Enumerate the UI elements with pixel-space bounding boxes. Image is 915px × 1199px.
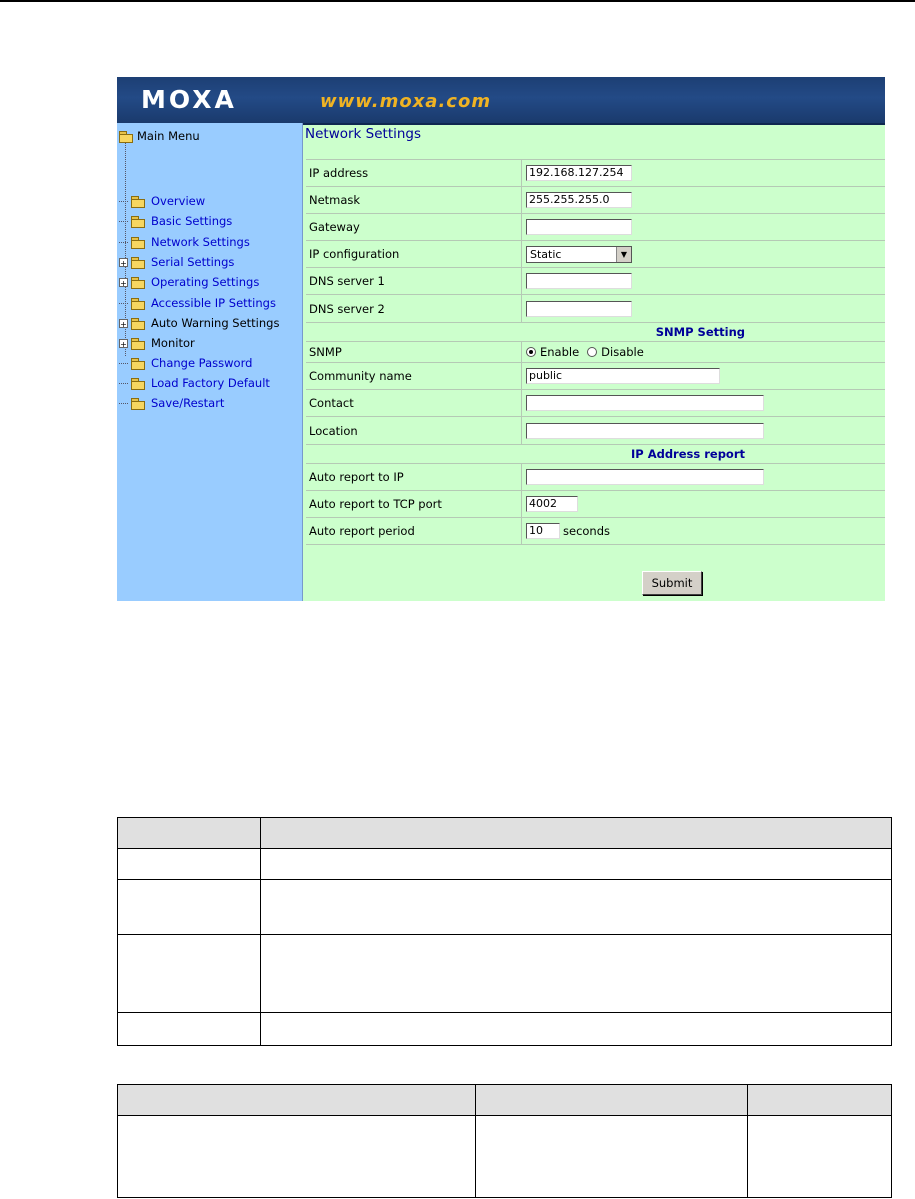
sidebar-item-label: Network Settings [151,235,250,249]
dns1-input[interactable] [526,273,632,289]
sidebar-item-change-password[interactable] [119,354,252,372]
table-cell [118,849,261,880]
tree-branch [119,383,128,384]
settings-table [117,1084,892,1198]
folder-icon [131,216,145,227]
auto-report-port-label: Auto report to TCP port [306,491,522,517]
folder-icon [131,398,145,409]
sidebar-item-network-settings[interactable] [119,233,250,251]
tree-branch [119,242,128,243]
sidebar-item-label: Accessible IP Settings [151,296,276,310]
auto-report-period-unit: seconds [563,524,611,538]
table-cell [476,1116,748,1198]
table-cell [118,880,261,935]
row-auto-report-ip [306,463,885,490]
table-header-cell [476,1085,748,1116]
table-cell [118,935,261,1013]
web-console-screenshot [117,77,885,601]
row-snmp [306,341,885,362]
folder-icon [131,298,145,309]
row-location [306,416,885,444]
sidebar-item-serial-settings[interactable] [119,253,234,271]
expand-icon[interactable]: + [120,319,127,329]
tree-branch [119,403,128,404]
sidebar-root-label: Main Menu [137,129,200,143]
contact-label: Contact [306,390,522,416]
ip-address-input[interactable]: 192.168.127.254 [526,165,632,181]
sidebar-item-save-restart[interactable] [119,394,224,412]
ip-report-section-heading: IP Address report [630,447,745,461]
table-header-cell [118,818,261,849]
table-cell [118,1116,476,1198]
row-netmask [306,186,885,213]
netmask-input[interactable]: 255.255.255.0 [526,192,632,208]
auto-report-ip-input[interactable] [526,469,764,485]
community-name-input[interactable]: public [526,368,720,384]
ip-address-label: IP address [306,160,522,186]
banner-url: www.moxa.com [320,91,492,112]
row-contact [306,389,885,416]
row-snmp-section [306,322,885,341]
snmp-enable-radio[interactable] [526,347,536,357]
folder-icon [131,237,145,248]
snmp-disable-radio[interactable] [587,347,597,357]
sidebar-item-load-factory-default[interactable] [119,374,270,392]
sidebar-item-operating-settings[interactable] [119,273,259,291]
ip-configuration-value: Static [530,247,562,261]
sidebar-item-overview[interactable] [119,192,205,210]
dns2-input[interactable] [526,301,632,317]
dropdown-arrow-icon[interactable]: ▼ [616,247,631,262]
sidebar-item-label: Basic Settings [151,214,233,228]
snmp-label: SNMP [306,342,522,362]
row-dns2 [306,294,885,322]
sidebar-item-basic-settings[interactable] [119,212,232,230]
contact-input[interactable] [526,395,764,411]
ip-configuration-select[interactable] [526,246,632,263]
sidebar-item-auto-warning[interactable] [119,314,279,332]
moxa-logo: MOXA [141,85,237,114]
sidebar-item-label: Overview [151,194,206,208]
row-ip-configuration [306,240,885,267]
tree-branch [119,363,128,364]
folder-icon [131,358,145,369]
tree-branch [119,201,128,202]
header-banner [117,77,885,125]
table-header-cell [261,818,892,849]
sidebar-menu [117,123,303,601]
page-top-rule [0,0,915,2]
expand-icon[interactable]: + [120,258,127,268]
table-cell [261,1013,892,1046]
gateway-label: Gateway [306,214,522,240]
expand-icon[interactable]: + [120,339,127,349]
folder-icon [131,196,145,207]
table-cell [261,880,892,935]
dns1-label: DNS server 1 [306,268,522,294]
sidebar-item-label: Auto Warning Settings [151,316,280,330]
row-auto-report-period [306,517,885,545]
folder-icon [131,338,145,349]
gateway-input[interactable] [526,219,632,235]
tree-branch [119,303,128,304]
snmp-section-heading: SNMP Setting [655,325,745,339]
row-ip-address [306,159,885,186]
netmask-label: Netmask [306,187,522,213]
sidebar-item-label: Change Password [151,356,253,370]
table-cell [118,1013,261,1046]
table-cell [748,1116,892,1198]
community-name-label: Community name [306,363,522,389]
main-content [303,123,885,601]
table-cell [261,935,892,1013]
row-dns1 [306,267,885,294]
table-header-cell [748,1085,892,1116]
folder-open-icon [119,131,133,142]
tree-branch [119,221,128,222]
expand-icon[interactable]: + [120,278,127,288]
page-title: Network Settings [305,126,422,142]
row-ip-report-section [306,444,885,463]
sidebar-root[interactable] [119,129,200,143]
submit-button[interactable]: Submit [642,571,702,595]
sidebar-item-label: Monitor [151,336,195,350]
table-cell [261,849,892,880]
sidebar-item-label: Load Factory Default [151,376,270,390]
table-header-cell [118,1085,476,1116]
auto-report-ip-label: Auto report to IP [306,464,522,490]
folder-icon [131,277,145,288]
sidebar-item-label: Serial Settings [151,255,235,269]
auto-report-port-input[interactable]: 4002 [526,496,578,512]
location-input[interactable] [526,423,764,439]
snmp-disable-label: Disable [601,345,644,359]
description-table [117,817,892,1046]
folder-icon [131,257,145,268]
auto-report-period-label: Auto report period [306,518,522,544]
row-gateway [306,213,885,240]
folder-icon [131,378,145,389]
row-community-name [306,362,885,389]
folder-icon [131,318,145,329]
row-auto-report-port [306,490,885,517]
sidebar-item-label: Operating Settings [151,275,260,289]
location-label: Location [306,417,522,444]
ip-configuration-label: IP configuration [306,241,522,267]
sidebar-item-label: Save/Restart [151,396,225,410]
auto-report-period-input[interactable]: 10 [526,523,560,539]
sidebar-item-monitor[interactable] [119,334,195,352]
dns2-label: DNS server 2 [306,295,522,322]
snmp-enable-label: Enable [540,345,580,359]
sidebar-item-accessible-ip[interactable] [119,294,276,312]
